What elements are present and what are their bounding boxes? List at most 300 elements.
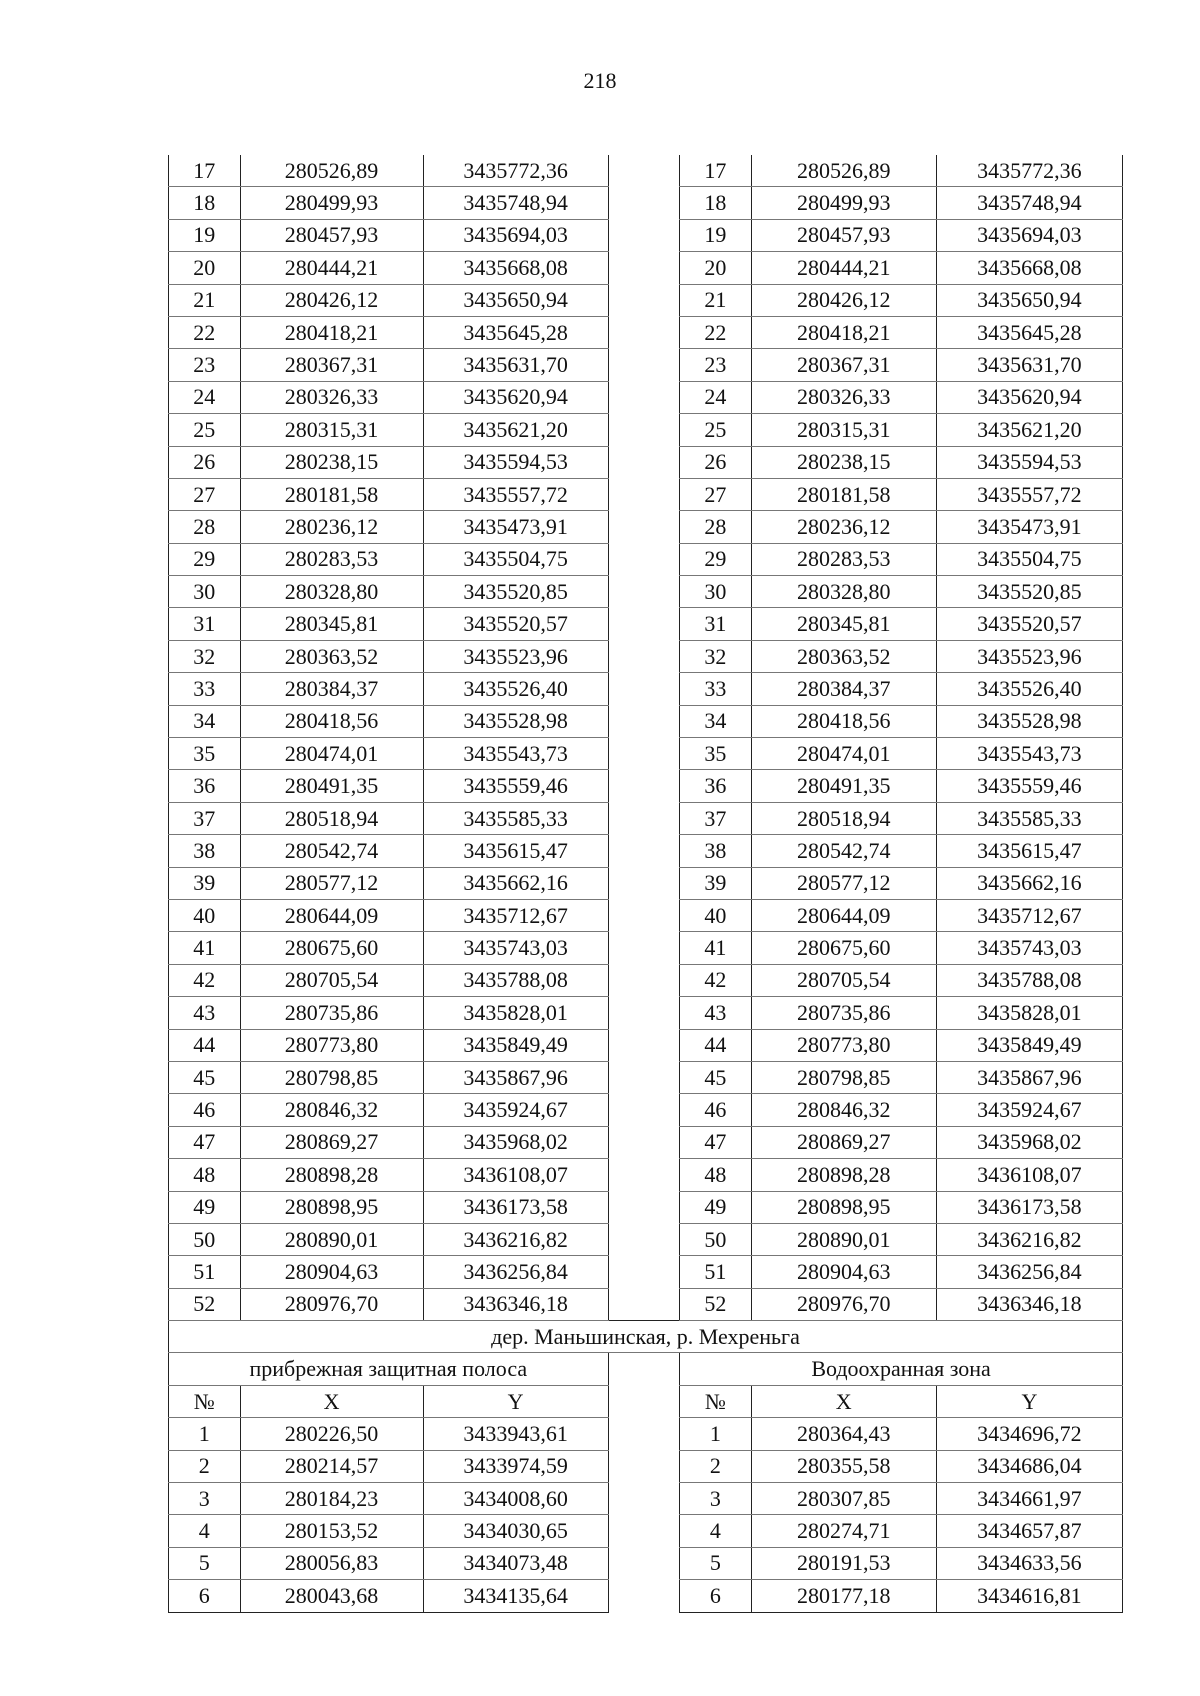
right-point-number: 17 <box>680 155 752 187</box>
right-coord-y: 3435668,08 <box>936 252 1122 284</box>
table-row <box>169 1418 1123 1450</box>
table-row <box>169 1256 1123 1288</box>
left-point-number: 26 <box>169 446 241 478</box>
table-row <box>169 349 1123 381</box>
left-point-number: 17 <box>169 155 241 187</box>
left-point-number: 46 <box>169 1094 241 1126</box>
right-coord-y: 3436173,58 <box>936 1191 1122 1223</box>
right-coord-y: 3435788,08 <box>936 964 1122 996</box>
left-coord-y: 3436346,18 <box>423 1288 608 1320</box>
left-coord-x: 280773,80 <box>240 1029 423 1061</box>
left-coord-y: 3435631,70 <box>423 349 608 381</box>
left-coord-x: 280491,35 <box>240 770 423 802</box>
right-coord-y: 3435772,36 <box>936 155 1122 187</box>
left-coord-x: 280418,21 <box>240 316 423 348</box>
left-coord-y: 3435828,01 <box>423 997 608 1029</box>
left-coord-y: 3436108,07 <box>423 1159 608 1191</box>
col-header-num: № <box>169 1385 241 1417</box>
right-point-number: 26 <box>680 446 752 478</box>
left-coord-y: 3433974,59 <box>423 1450 608 1482</box>
left-point-number: 24 <box>169 381 241 413</box>
left-coord-x: 280181,58 <box>240 478 423 510</box>
left-coord-x: 280898,28 <box>240 1159 423 1191</box>
left-coord-x: 280474,01 <box>240 738 423 770</box>
left-point-number: 29 <box>169 543 241 575</box>
left-coord-x: 280898,95 <box>240 1191 423 1223</box>
left-coord-x: 280238,15 <box>240 446 423 478</box>
left-coord-y: 3434008,60 <box>423 1483 608 1515</box>
right-coord-y: 3434616,81 <box>936 1580 1122 1612</box>
left-coord-x: 280526,89 <box>240 155 423 187</box>
right-coord-x: 280328,80 <box>751 576 936 608</box>
left-coord-y: 3435615,47 <box>423 835 608 867</box>
right-coord-y: 3435968,02 <box>936 1126 1122 1158</box>
left-coord-x: 280890,01 <box>240 1223 423 1255</box>
left-coord-y: 3435662,16 <box>423 867 608 899</box>
table-row <box>169 835 1123 867</box>
right-coord-x: 280274,71 <box>751 1515 936 1547</box>
left-point-number: 18 <box>169 187 241 219</box>
table-row <box>169 155 1123 187</box>
right-coord-x: 280705,54 <box>751 964 936 996</box>
left-coord-y: 3435559,46 <box>423 770 608 802</box>
right-coord-x: 280418,56 <box>751 705 936 737</box>
table-row <box>169 1029 1123 1061</box>
right-point-number: 43 <box>680 997 752 1029</box>
right-coord-y: 3435748,94 <box>936 187 1122 219</box>
right-coord-x: 280518,94 <box>751 802 936 834</box>
right-point-number: 28 <box>680 511 752 543</box>
right-coord-y: 3436216,82 <box>936 1223 1122 1255</box>
left-coord-y: 3435694,03 <box>423 219 608 251</box>
left-coord-y: 3435621,20 <box>423 414 608 446</box>
left-coord-y: 3435748,94 <box>423 187 608 219</box>
table-row <box>169 219 1123 251</box>
left-coord-y: 3435523,96 <box>423 640 608 672</box>
left-coord-y: 3436173,58 <box>423 1191 608 1223</box>
right-coord-x: 280191,53 <box>751 1547 936 1579</box>
left-coord-y: 3435526,40 <box>423 673 608 705</box>
right-point-number: 48 <box>680 1159 752 1191</box>
left-coord-x: 280675,60 <box>240 932 423 964</box>
left-coord-x: 280457,93 <box>240 219 423 251</box>
table-row <box>169 1515 1123 1547</box>
left-coord-x: 280705,54 <box>240 964 423 996</box>
right-point-number: 42 <box>680 964 752 996</box>
right-coord-y: 3434686,04 <box>936 1450 1122 1482</box>
right-coord-x: 280283,53 <box>751 543 936 575</box>
right-coord-x: 280898,95 <box>751 1191 936 1223</box>
table-row <box>169 1450 1123 1482</box>
table-row <box>169 673 1123 705</box>
table-row <box>169 543 1123 575</box>
left-coord-x: 280315,31 <box>240 414 423 446</box>
table-row <box>169 511 1123 543</box>
right-coord-x: 280315,31 <box>751 414 936 446</box>
left-point-number: 39 <box>169 867 241 899</box>
right-coord-y: 3435650,94 <box>936 284 1122 316</box>
left-point-number: 27 <box>169 478 241 510</box>
table-row <box>169 1223 1123 1255</box>
left-coord-y: 3435520,85 <box>423 576 608 608</box>
right-point-number: 5 <box>680 1547 752 1579</box>
right-coord-x: 280846,32 <box>751 1094 936 1126</box>
right-coord-x: 280307,85 <box>751 1483 936 1515</box>
right-coord-y: 3435526,40 <box>936 673 1122 705</box>
left-coord-x: 280326,33 <box>240 381 423 413</box>
right-coord-x: 280542,74 <box>751 835 936 867</box>
table-row <box>169 478 1123 510</box>
right-coord-x: 280345,81 <box>751 608 936 640</box>
table-row <box>169 705 1123 737</box>
left-coord-y: 3435788,08 <box>423 964 608 996</box>
right-coord-y: 3435849,49 <box>936 1029 1122 1061</box>
right-coord-x: 280355,58 <box>751 1450 936 1482</box>
left-point-number: 4 <box>169 1515 241 1547</box>
left-point-number: 32 <box>169 640 241 672</box>
table-row <box>169 381 1123 413</box>
column-header-row <box>169 1385 1123 1417</box>
left-point-number: 33 <box>169 673 241 705</box>
right-coord-x: 280363,52 <box>751 640 936 672</box>
left-coord-x: 280043,68 <box>240 1580 423 1612</box>
left-coord-x: 280499,93 <box>240 187 423 219</box>
left-point-number: 23 <box>169 349 241 381</box>
left-point-number: 2 <box>169 1450 241 1482</box>
right-coord-y: 3436256,84 <box>936 1256 1122 1288</box>
left-coord-y: 3435557,72 <box>423 478 608 510</box>
section-table-body <box>169 1321 1123 1613</box>
right-coord-x: 280364,43 <box>751 1418 936 1450</box>
right-coord-y: 3434633,56 <box>936 1547 1122 1579</box>
table-row <box>169 640 1123 672</box>
right-coord-y: 3435743,03 <box>936 932 1122 964</box>
table-row <box>169 576 1123 608</box>
right-coord-y: 3436346,18 <box>936 1288 1122 1320</box>
right-coord-x: 280735,86 <box>751 997 936 1029</box>
left-coord-x: 280184,23 <box>240 1483 423 1515</box>
left-point-number: 28 <box>169 511 241 543</box>
right-coord-x: 280976,70 <box>751 1288 936 1320</box>
left-point-number: 51 <box>169 1256 241 1288</box>
section-title: дер. Маньшинская, р. Мехреньга <box>169 1321 1123 1353</box>
right-coord-x: 280773,80 <box>751 1029 936 1061</box>
left-coord-x: 280226,50 <box>240 1418 423 1450</box>
left-point-number: 20 <box>169 252 241 284</box>
table-row <box>169 867 1123 899</box>
right-coord-x: 280426,12 <box>751 284 936 316</box>
left-point-number: 37 <box>169 802 241 834</box>
right-point-number: 52 <box>680 1288 752 1320</box>
left-coord-y: 3435528,98 <box>423 705 608 737</box>
right-coord-y: 3435559,46 <box>936 770 1122 802</box>
left-point-number: 21 <box>169 284 241 316</box>
right-point-number: 51 <box>680 1256 752 1288</box>
table-row <box>169 932 1123 964</box>
left-point-number: 52 <box>169 1288 241 1320</box>
table-row <box>169 1061 1123 1093</box>
right-coord-x: 280526,89 <box>751 155 936 187</box>
right-coord-x: 280367,31 <box>751 349 936 381</box>
coordinates-table <box>168 155 1123 1613</box>
left-coord-y: 3435712,67 <box>423 899 608 931</box>
right-point-number: 39 <box>680 867 752 899</box>
left-point-number: 47 <box>169 1126 241 1158</box>
right-coord-y: 3434657,87 <box>936 1515 1122 1547</box>
left-coord-x: 280798,85 <box>240 1061 423 1093</box>
table-row <box>169 738 1123 770</box>
table-row <box>169 1288 1123 1320</box>
right-coord-y: 3435662,16 <box>936 867 1122 899</box>
table-row <box>169 608 1123 640</box>
right-point-number: 47 <box>680 1126 752 1158</box>
right-point-number: 30 <box>680 576 752 608</box>
left-point-number: 44 <box>169 1029 241 1061</box>
left-point-number: 5 <box>169 1547 241 1579</box>
left-coord-y: 3435594,53 <box>423 446 608 478</box>
left-coord-y: 3435520,57 <box>423 608 608 640</box>
page-number: 218 <box>583 68 617 93</box>
right-coord-y: 3435585,33 <box>936 802 1122 834</box>
left-coord-x: 280363,52 <box>240 640 423 672</box>
right-coord-y: 3435867,96 <box>936 1061 1122 1093</box>
col-header-x: X <box>751 1385 936 1417</box>
right-point-number: 23 <box>680 349 752 381</box>
table-row <box>169 1159 1123 1191</box>
right-point-number: 31 <box>680 608 752 640</box>
right-point-number: 44 <box>680 1029 752 1061</box>
left-coord-y: 3435772,36 <box>423 155 608 187</box>
right-coord-y: 3435528,98 <box>936 705 1122 737</box>
right-coord-y: 3435631,70 <box>936 349 1122 381</box>
right-coord-y: 3435620,94 <box>936 381 1122 413</box>
right-coord-y: 3435523,96 <box>936 640 1122 672</box>
right-point-number: 19 <box>680 219 752 251</box>
right-coord-x: 280238,15 <box>751 446 936 478</box>
right-point-number: 4 <box>680 1515 752 1547</box>
right-coord-y: 3434696,72 <box>936 1418 1122 1450</box>
right-point-number: 32 <box>680 640 752 672</box>
left-coord-y: 3434030,65 <box>423 1515 608 1547</box>
right-coord-x: 280577,12 <box>751 867 936 899</box>
right-coord-y: 3435520,57 <box>936 608 1122 640</box>
right-coord-x: 280491,35 <box>751 770 936 802</box>
table-row <box>169 899 1123 931</box>
left-coord-x: 280518,94 <box>240 802 423 834</box>
right-coord-y: 3436108,07 <box>936 1159 1122 1191</box>
left-point-number: 48 <box>169 1159 241 1191</box>
left-coord-y: 3435924,67 <box>423 1094 608 1126</box>
right-coord-y: 3435594,53 <box>936 446 1122 478</box>
subheader-row <box>169 1353 1123 1385</box>
left-coord-x: 280904,63 <box>240 1256 423 1288</box>
left-point-number: 6 <box>169 1580 241 1612</box>
right-coord-y: 3435712,67 <box>936 899 1122 931</box>
right-point-number: 24 <box>680 381 752 413</box>
table-row <box>169 316 1123 348</box>
left-point-number: 1 <box>169 1418 241 1450</box>
left-coord-x: 280426,12 <box>240 284 423 316</box>
right-coord-x: 280444,21 <box>751 252 936 284</box>
left-coord-x: 280345,81 <box>240 608 423 640</box>
left-coord-y: 3435543,73 <box>423 738 608 770</box>
right-point-number: 20 <box>680 252 752 284</box>
table-row <box>169 414 1123 446</box>
table-row <box>169 187 1123 219</box>
right-coord-x: 280644,09 <box>751 899 936 931</box>
right-point-number: 33 <box>680 673 752 705</box>
right-coord-x: 280457,93 <box>751 219 936 251</box>
right-coord-y: 3435924,67 <box>936 1094 1122 1126</box>
left-coord-y: 3435585,33 <box>423 802 608 834</box>
right-coord-x: 280798,85 <box>751 1061 936 1093</box>
right-coord-y: 3435473,91 <box>936 511 1122 543</box>
right-coord-x: 280890,01 <box>751 1223 936 1255</box>
right-coord-x: 280181,58 <box>751 478 936 510</box>
right-coord-x: 280869,27 <box>751 1126 936 1158</box>
right-point-number: 37 <box>680 802 752 834</box>
right-coord-x: 280904,63 <box>751 1256 936 1288</box>
left-point-number: 40 <box>169 899 241 931</box>
left-coord-y: 3435743,03 <box>423 932 608 964</box>
left-point-number: 34 <box>169 705 241 737</box>
left-point-number: 50 <box>169 1223 241 1255</box>
right-coord-x: 280418,21 <box>751 316 936 348</box>
left-point-number: 30 <box>169 576 241 608</box>
right-point-number: 36 <box>680 770 752 802</box>
right-point-number: 21 <box>680 284 752 316</box>
left-coord-y: 3436216,82 <box>423 1223 608 1255</box>
left-point-number: 45 <box>169 1061 241 1093</box>
right-table-title: Водоохранная зона <box>680 1353 1123 1385</box>
left-coord-x: 280367,31 <box>240 349 423 381</box>
right-point-number: 34 <box>680 705 752 737</box>
right-coord-x: 280499,93 <box>751 187 936 219</box>
table-row <box>169 252 1123 284</box>
left-coord-x: 280056,83 <box>240 1547 423 1579</box>
left-coord-y: 3435849,49 <box>423 1029 608 1061</box>
right-point-number: 1 <box>680 1418 752 1450</box>
right-coord-x: 280474,01 <box>751 738 936 770</box>
left-coord-x: 280444,21 <box>240 252 423 284</box>
left-coord-x: 280846,32 <box>240 1094 423 1126</box>
right-coord-y: 3435615,47 <box>936 835 1122 867</box>
left-coord-x: 280542,74 <box>240 835 423 867</box>
right-coord-y: 3435694,03 <box>936 219 1122 251</box>
left-coord-x: 280283,53 <box>240 543 423 575</box>
table-row <box>169 1191 1123 1223</box>
right-coord-y: 3434661,97 <box>936 1483 1122 1515</box>
right-coord-y: 3435504,75 <box>936 543 1122 575</box>
right-coord-x: 280384,37 <box>751 673 936 705</box>
right-point-number: 35 <box>680 738 752 770</box>
table-row <box>169 997 1123 1029</box>
left-coord-y: 3435650,94 <box>423 284 608 316</box>
col-header-num: № <box>680 1385 752 1417</box>
right-point-number: 50 <box>680 1223 752 1255</box>
left-coord-x: 280418,56 <box>240 705 423 737</box>
table-row <box>169 1126 1123 1158</box>
left-coord-y: 3434073,48 <box>423 1547 608 1579</box>
left-point-number: 22 <box>169 316 241 348</box>
right-point-number: 25 <box>680 414 752 446</box>
right-coord-y: 3435621,20 <box>936 414 1122 446</box>
left-point-number: 49 <box>169 1191 241 1223</box>
right-coord-x: 280898,28 <box>751 1159 936 1191</box>
left-point-number: 31 <box>169 608 241 640</box>
left-point-number: 43 <box>169 997 241 1029</box>
table-row <box>169 770 1123 802</box>
left-coord-x: 280328,80 <box>240 576 423 608</box>
col-header-x: X <box>240 1385 423 1417</box>
left-coord-y: 3435867,96 <box>423 1061 608 1093</box>
left-coord-y: 3435668,08 <box>423 252 608 284</box>
left-point-number: 35 <box>169 738 241 770</box>
left-point-number: 3 <box>169 1483 241 1515</box>
left-point-number: 38 <box>169 835 241 867</box>
left-coord-x: 280644,09 <box>240 899 423 931</box>
left-point-number: 25 <box>169 414 241 446</box>
right-coord-y: 3435557,72 <box>936 478 1122 510</box>
left-coord-y: 3435504,75 <box>423 543 608 575</box>
col-header-y: Y <box>423 1385 608 1417</box>
coordinates-table-body <box>169 155 1123 1321</box>
right-point-number: 49 <box>680 1191 752 1223</box>
left-coord-y: 3434135,64 <box>423 1580 608 1612</box>
left-point-number: 36 <box>169 770 241 802</box>
left-coord-y: 3435645,28 <box>423 316 608 348</box>
left-point-number: 42 <box>169 964 241 996</box>
right-point-number: 41 <box>680 932 752 964</box>
left-coord-y: 3435968,02 <box>423 1126 608 1158</box>
left-coord-y: 3435620,94 <box>423 381 608 413</box>
left-table-title: прибрежная защитная полоса <box>169 1353 609 1385</box>
right-coord-x: 280236,12 <box>751 511 936 543</box>
left-coord-x: 280735,86 <box>240 997 423 1029</box>
table-row <box>169 1580 1123 1612</box>
right-point-number: 45 <box>680 1061 752 1093</box>
table-row <box>169 964 1123 996</box>
left-coord-y: 3436256,84 <box>423 1256 608 1288</box>
right-point-number: 46 <box>680 1094 752 1126</box>
right-point-number: 38 <box>680 835 752 867</box>
table-row <box>169 1547 1123 1579</box>
right-coord-x: 280675,60 <box>751 932 936 964</box>
right-coord-y: 3435828,01 <box>936 997 1122 1029</box>
left-coord-y: 3435473,91 <box>423 511 608 543</box>
left-point-number: 19 <box>169 219 241 251</box>
left-coord-x: 280976,70 <box>240 1288 423 1320</box>
right-point-number: 27 <box>680 478 752 510</box>
col-header-y: Y <box>936 1385 1122 1417</box>
left-coord-x: 280236,12 <box>240 511 423 543</box>
table-row <box>169 446 1123 478</box>
left-point-number: 41 <box>169 932 241 964</box>
section-title-row <box>169 1321 1123 1353</box>
left-coord-x: 280153,52 <box>240 1515 423 1547</box>
left-coord-y: 3433943,61 <box>423 1418 608 1450</box>
right-point-number: 6 <box>680 1580 752 1612</box>
left-coord-x: 280384,37 <box>240 673 423 705</box>
table-row <box>169 802 1123 834</box>
right-point-number: 2 <box>680 1450 752 1482</box>
right-coord-y: 3435543,73 <box>936 738 1122 770</box>
table-row <box>169 284 1123 316</box>
left-coord-x: 280869,27 <box>240 1126 423 1158</box>
right-point-number: 3 <box>680 1483 752 1515</box>
left-coord-x: 280214,57 <box>240 1450 423 1482</box>
right-point-number: 40 <box>680 899 752 931</box>
